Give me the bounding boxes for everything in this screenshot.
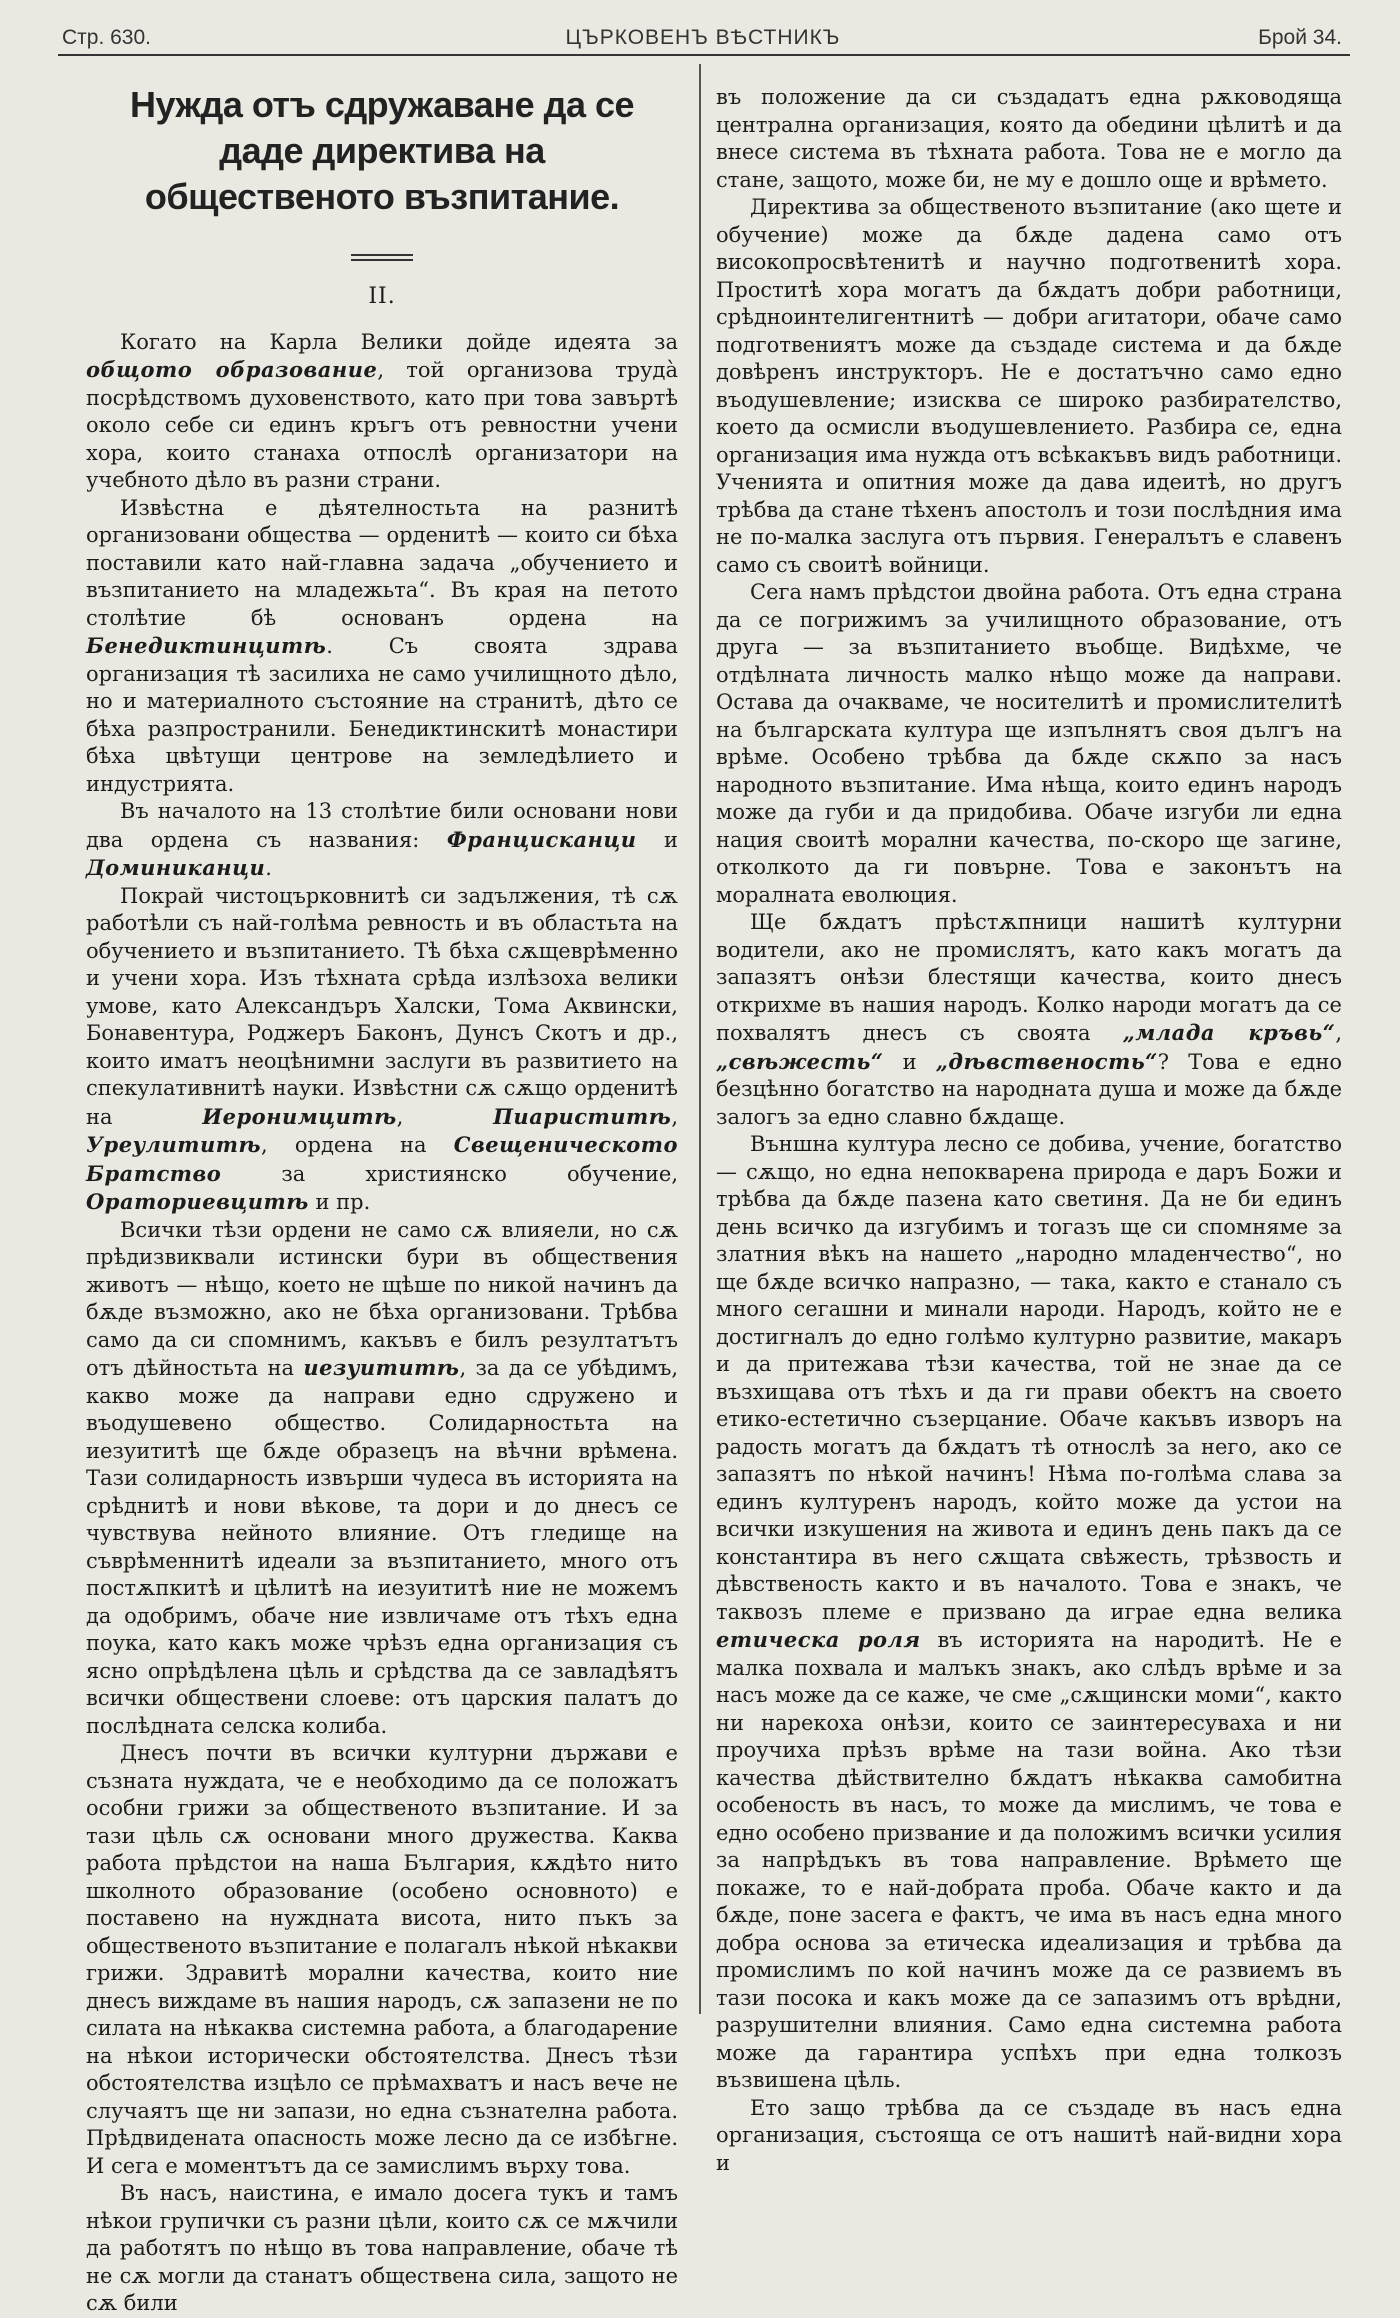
emphasis: Уреулититѣ bbox=[86, 1132, 262, 1157]
header-rule bbox=[58, 54, 1350, 56]
text: , той организова трудà посрѣдствомъ духовенството, като при това завъртѣ около себе си единъ кръгъ отъ ревностни учени хора, които станаха отпослѣ организатори на учебното дѣло въ разни страни. bbox=[86, 358, 678, 492]
paragraph: Въ насъ, наистина, е имало досега тукъ и тамъ нѣкои групички съ разни цѣли, които сѫ се мѫчили да работятъ по нѣщо въ това направление, обаче тѣ не сѫ могли да станатъ обществена сила, защото не сѫ били bbox=[86, 2181, 678, 2315]
text: , bbox=[396, 1104, 494, 1129]
left-column bbox=[86, 82, 678, 2318]
paragraph: Директива за общественото възпитание (ако щете и обучение) може да бѫде дадена само отъ високопросвѣтенитѣ и научно подготвенитѣ хора. Проститѣ хора могатъ да бѫдатъ добри работници, срѣдноинтелигентнитѣ — добри агитатори, обаче само подготвениятъ може да създаде система и да бѫде довѣренъ инструкторъ. Не е достатъчно само едно въодушевление; изисква се широко разбирателство, което да осмисли въодушевлението. Разбира се, една организация има нужда отъ всѣкакъвъ видъ работници. Ученията и опитния може да дава идеитѣ, но другъ трѣбва да стане тѣхенъ апостолъ и този послѣдния има не по-малка заслуга отъ първия. Генералътъ е славенъ само съ своитѣ войници. bbox=[716, 195, 1342, 577]
column-divider bbox=[699, 64, 701, 2014]
paragraph bbox=[716, 1131, 1342, 2095]
text: , bbox=[1335, 1021, 1342, 1045]
emphasis: „свѣжесть“ bbox=[716, 1048, 884, 1074]
emphasis: Иеронимцитѣ bbox=[202, 1103, 397, 1129]
text: и bbox=[883, 1049, 936, 1074]
text: Покрай чистоцърковнитѣ си задължения, тѣ сѫ работѣли съ най-голѣма ревность и въ областьта на обучението и възпитанието. Тѣ бѣха сѫщеврѣменно и учени хора. Изъ тѣхната срѣда излѣзоха велики умове, като Александъръ Халски, Тома Аквински, Бонавентура, Роджеръ Баконъ, Дунсъ Скотъ и др., които иматъ неоцѣнимни заслуги въ развитието на спекулативнитѣ науки. bbox=[86, 883, 678, 1100]
text: Извѣстна е дѣятелностьта на разнитѣ организовани общества — орденитѣ — които си бѣха поставили като най-главна задача „обучението и възпитанието на младежьта“. Въ края на петото столѣтие бѣ основанъ ордена на bbox=[86, 495, 678, 630]
page-number: Стр. 630. bbox=[62, 26, 152, 49]
text: . bbox=[265, 856, 272, 880]
paragraph bbox=[86, 329, 678, 495]
section-number: II. bbox=[368, 284, 396, 309]
paragraph bbox=[86, 495, 678, 799]
text: Ще бѫдатъ прѣстѫпници нашитѣ културни водители, ако не промислятъ, като какъ могатъ да запазятъ онѣзи блестящи качества, които днесъ открихме въ нашия народъ. Колко народи могатъ да се похвалятъ днесъ съ своята bbox=[716, 910, 1342, 1045]
emphasis: Свещеническото Братство bbox=[86, 1132, 678, 1186]
paragraph bbox=[86, 798, 678, 883]
paragraph bbox=[86, 883, 678, 1217]
emphasis: общото образование bbox=[86, 357, 378, 382]
emphasis: Бенедиктинцитѣ bbox=[86, 633, 327, 658]
emphasis: Доминиканци bbox=[86, 855, 266, 880]
text: ? Това е едно безцѣнно богатство на народната душа и може да бѫде залогъ за едно славно бѫдаще. bbox=[716, 1049, 1342, 1129]
text: Извѣстни сѫ сѫщо орденитѣ на bbox=[86, 1076, 678, 1129]
article-title: Нужда отъ сдружаване да се даде директива на общественото възпитание. bbox=[129, 84, 635, 217]
title-rule bbox=[351, 254, 413, 261]
text: Всички тѣзи ордени не само сѫ влияели, но сѫ прѣдизвиквали истински бури въ обществения животъ — нѣщо, което не щѣше по никой начинъ да бѫде възможно, ако не бѣха организовани. Трѣбва само да си спомнимъ, какъвъ е билъ резултатътъ отъ дѣйностьта на bbox=[86, 1217, 678, 1380]
text: Въ началото на 13 столѣтие били основани нови два ордена съ названия: bbox=[86, 799, 678, 852]
paragraph: Ето защо трѣбва да се създаде въ насъ една организация, състояща се отъ нашитѣ най-видни хора и bbox=[716, 2095, 1342, 2175]
newspaper-title: ЦЪРКОВЕНЪ ВѢСТНИКЪ bbox=[565, 26, 841, 49]
paragraph bbox=[716, 909, 1342, 1131]
text: Когато на Карла Велики дойде идеята за bbox=[120, 329, 678, 354]
text: и bbox=[636, 827, 679, 852]
text: , bbox=[671, 1104, 678, 1129]
emphasis: иезуититѣ bbox=[303, 1355, 460, 1380]
emphasis: Францисканци bbox=[446, 826, 637, 852]
text: въ историята на народитѣ. Не е малка похвала и малъкъ знакъ, ако слѣдъ врѣме и за насъ може да се каже, че сме „сѫщински моми“, както ни нарекоха онѣзи, които се заинтересуваха и ни проучиха прѣзъ врѣме на тази война. Ако тѣзи качества дѣйствително бѫдатъ нѣкаква самобитна особеность въ насъ, то може да мислимъ, че това е едно особено призвание и да положимъ всички усилия за напрѣдъкъ въ това направление. Врѣмето ще покаже, то е най-добрата проба. Обаче както и да бѫде, поне засега е фактъ, че има въ насъ една много добра основа за етическа идеализация и трѣбва да промислимъ по кой начинъ може да се развиемъ въ тази посока и какъ може да се запазимъ отъ врѣдни, разрушителни влияния. Само една системна работа може да гарантира успѣхъ при една толкозъ възвишена цѣль. bbox=[716, 1628, 1342, 2092]
emphasis: етическа роля bbox=[716, 1627, 921, 1652]
paragraph: въ положение да си създадатъ една рѫководяща централна организация, която да обедини цѣлитѣ и да внесе система въ тѣхната работа. Това не е могло да стане, защото, може би, не му е дошло още и врѣмето. bbox=[716, 85, 1342, 192]
text: Външна култура лесно се добива, учение, богатство — сѫщо, но една непокварена природа е даръ Божи и трѣбва да бѫде пазена като светиня. Да не би единъ день всичко да изгубимъ и тогазъ ще си спомняме за златния вѣкъ на нашето „народно младенчество“, но ще бѫде всичко напразно, — така, както е станало съ много сегашни и минали народи. Народъ, който не е достигналъ до едно голѣмо културно развитие, макаръ и да притежава тѣзи качества, той не знае да се възхищава отъ тѣхъ и да ги прави обектъ на своето етико-естетично съзерцание. Обаче какъвъ изворъ на радость могатъ да бѫдатъ тѣ относлѣ за него, ако се запазятъ по нѣкой начинъ! Нѣма по-голѣма слава за единъ културенъ народъ, който може да устои на всички изкушения на живота и единъ день пакъ да се константира въ него сѫщата свѣжесть, трѣзвость и дѣвственость както и въ началото. Това е знакъ, че таквозъ племе е призвано да играе една велика bbox=[716, 1132, 1342, 1624]
paragraph: Днесъ почти въ всички културни държави е съзната нуждата, че е необходимо да се положатъ особни грижи за общественото възпитание. И за тази цѣль сѫ основани много дружества. Каква работа прѣдстои на наша България, кѫдѣто нито школното образование (особено основното) е поставено на нуждната висота, нито пъкъ за общественото възпитание е полагалъ нѣкой нѣкакви грижи. Здравитѣ морални качества, които ние днесъ виждаме въ нашия народъ, сѫ запазени не по силата на нѣкаква системна работа, а благодарение на нѣкои исторически обстоятелства. Днесъ тѣзи обстоятелства изцѣло се прѣмахватъ и насъ вече не случаятъ ще ни запази, но една съзнателна работа. Прѣдвидената опасность може лесно да се избѣгне. И сега е моментътъ да се замислимъ върху това. bbox=[86, 1741, 678, 2178]
emphasis: „дѣвственость“ bbox=[935, 1048, 1158, 1074]
text: . Съ своята здрава организация тѣ засилиха не само училищното дѣло, но и материалното състояние на странитѣ, дѣто се бѣха разпространили. Бенедиктинскитѣ монастири бѣха цвѣтущи центрове на земледѣлието и индустрията. bbox=[86, 634, 678, 796]
text: и пр. bbox=[308, 1190, 371, 1214]
paragraph: Сега намъ прѣдстои двойна работа. Отъ една страна да се погрижимъ за училищното образование, отъ друга — за възпитанието въобще. Видѣхме, че отдѣлната личность малко нѣщо може да направи. Остава да очакваме, че носителитѣ и промислителитѣ на българската култура ще изпълнятъ своя дългъ на врѣме. Особено трѣбва да бѫде скѫпо за насъ народното възпитание. Има нѣща, които единъ народъ може да губи и да придобива. Обаче изгуби ли една нация своитѣ морални качества, по-скоро ще загине, отколкото да ги повърне. Това е законътъ на моралната еволюция. bbox=[716, 580, 1342, 907]
paragraph bbox=[86, 1217, 678, 1741]
emphasis: Пиариститѣ bbox=[493, 1103, 672, 1129]
text: , ордена на bbox=[261, 1133, 454, 1157]
text: , за да се убѣдимъ, какво може да направи едно сдружено и въодушевено общество. Солидарностьта на иезуититѣ ще бѫде образецъ на вѣчни врѣмена. Тази солидарность извърши чудеса въ историята на срѣднитѣ и нови вѣкове, та дори и до днесъ се чувствува нейното влияние. Отъ гледище на съврѣменнитѣ идеали за възпитанието, много отъ постѫпкитѣ и цѣлитѣ на иезуититѣ ние не можемъ да одобримъ, обаче ние извличаме отъ тѣхъ една поука, като какъ може чрѣзъ една организация съ ясно опрѣдѣлена цѣль и срѣдства да се завладѣятъ всички обществени слоеве: отъ царския палатъ до послѣдната селска колиба. bbox=[86, 1356, 679, 1738]
page-header bbox=[58, 22, 1348, 52]
text: за християнско обучение, bbox=[221, 1161, 678, 1186]
right-column bbox=[716, 84, 1342, 2177]
emphasis: „млада кръвь“ bbox=[1122, 1020, 1336, 1045]
issue-number: Брой 34. bbox=[1258, 26, 1342, 49]
emphasis: Ораториевцитѣ bbox=[86, 1189, 309, 1214]
